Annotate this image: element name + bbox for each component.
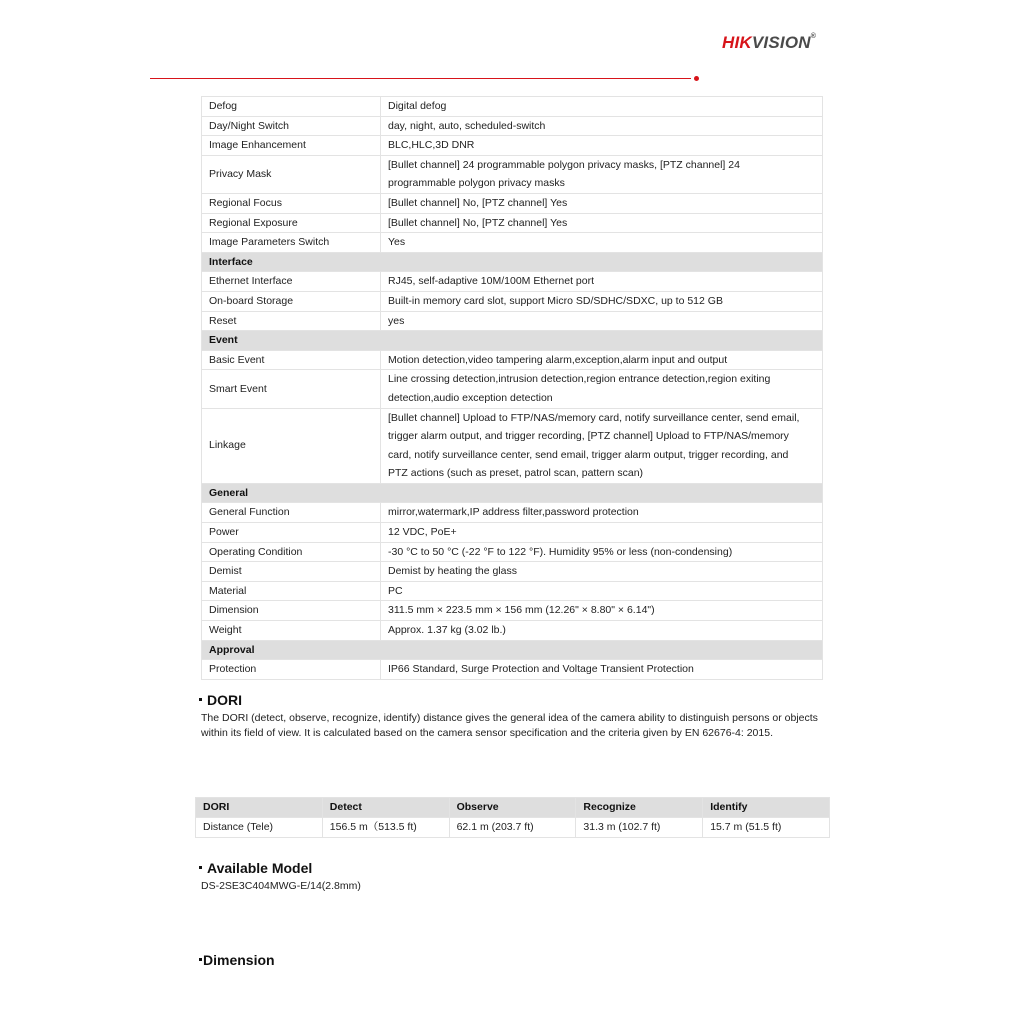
spec-section-label: General xyxy=(202,483,823,503)
spec-value: Built-in memory card slot, support Micro SD/SDHC/SDXC, up to 512 GB xyxy=(381,291,823,311)
spec-key: Dimension xyxy=(202,601,381,621)
spec-value: IP66 Standard, Surge Protection and Voltage Transient Protection xyxy=(381,660,823,680)
spec-row xyxy=(202,523,823,543)
spec-row xyxy=(202,562,823,582)
spec-row xyxy=(202,193,823,213)
spec-row xyxy=(202,581,823,601)
spec-value: [Bullet channel] Upload to FTP/NAS/memory card, notify surveillance center, send email, trigger alarm output, and trigger recording, [PTZ channel] Upload to FTP/NAS/memory card, notify surveillance center, send email, trigger alarm output, trigger recording, and PTZ actions (such as preset, patrol scan, pattern scan) xyxy=(381,408,823,483)
spec-value: BLC,HLC,3D DNR xyxy=(381,136,823,156)
spec-row xyxy=(202,213,823,233)
spec-row xyxy=(202,116,823,136)
dori-header-row xyxy=(196,798,830,818)
spec-value: [Bullet channel] No, [PTZ channel] Yes xyxy=(381,213,823,233)
spec-value: yes xyxy=(381,311,823,331)
spec-section-header xyxy=(202,640,823,660)
spec-value: Line crossing detection,intrusion detection,region entrance detection,region exiting detection,audio exception detection xyxy=(381,370,823,408)
spec-section-header xyxy=(202,252,823,272)
spec-row xyxy=(202,660,823,680)
spec-row xyxy=(202,291,823,311)
spec-row xyxy=(202,408,823,483)
spec-value: Digital defog xyxy=(381,97,823,117)
header-divider xyxy=(150,78,691,79)
spec-key: Basic Event xyxy=(202,350,381,370)
spec-key: On-board Storage xyxy=(202,291,381,311)
spec-value: mirror,watermark,IP address filter,password protection xyxy=(381,503,823,523)
spec-row xyxy=(202,542,823,562)
dori-cell: 62.1 m (203.7 ft) xyxy=(449,818,576,838)
spec-key: Ethernet Interface xyxy=(202,272,381,292)
spec-row xyxy=(202,233,823,253)
spec-section-label: Approval xyxy=(202,640,823,660)
spec-key: Day/Night Switch xyxy=(202,116,381,136)
spec-key: Image Parameters Switch xyxy=(202,233,381,253)
spec-key: Weight xyxy=(202,621,381,641)
spec-value: Yes xyxy=(381,233,823,253)
spec-value: Motion detection,video tampering alarm,exception,alarm input and output xyxy=(381,350,823,370)
spec-key: Smart Event xyxy=(202,370,381,408)
spec-section-label: Event xyxy=(202,331,823,351)
spec-table xyxy=(201,96,823,680)
spec-key: General Function xyxy=(202,503,381,523)
spec-row xyxy=(202,370,823,408)
spec-key: Linkage xyxy=(202,408,381,483)
spec-value: [Bullet channel] No, [PTZ channel] Yes xyxy=(381,193,823,213)
spec-section-header xyxy=(202,331,823,351)
bullet-icon xyxy=(199,698,202,701)
spec-row xyxy=(202,350,823,370)
spec-key: Protection xyxy=(202,660,381,680)
dori-row xyxy=(196,818,830,838)
dori-header-cell: Observe xyxy=(449,798,576,818)
spec-value: Approx. 1.37 kg (3.02 lb.) xyxy=(381,621,823,641)
spec-key: Operating Condition xyxy=(202,542,381,562)
spec-key: Regional Exposure xyxy=(202,213,381,233)
spec-value: -30 °C to 50 °C (-22 °F to 122 °F). Humidity 95% or less (non-condensing) xyxy=(381,542,823,562)
spec-row xyxy=(202,601,823,621)
spec-section-label: Interface xyxy=(202,252,823,272)
bullet-icon xyxy=(199,866,202,869)
dori-cell: Distance (Tele) xyxy=(196,818,323,838)
dori-cell: 31.3 m (102.7 ft) xyxy=(576,818,703,838)
spec-key: Power xyxy=(202,523,381,543)
header-divider-dot xyxy=(694,76,699,81)
dori-table xyxy=(195,797,830,838)
spec-row xyxy=(202,503,823,523)
spec-value: RJ45, self-adaptive 10M/100M Ethernet port xyxy=(381,272,823,292)
spec-row xyxy=(202,621,823,641)
spec-row xyxy=(202,136,823,156)
dori-header-cell: Identify xyxy=(703,798,830,818)
dori-header-cell: Recognize xyxy=(576,798,703,818)
spec-row xyxy=(202,311,823,331)
dori-description: The DORI (detect, observe, recognize, identify) distance gives the general idea of the camera ability to distinguish persons or objects within its field of view. It is calculated based on the camera sensor specification and the criteria given by EN 62676-4: 2015. xyxy=(201,712,818,740)
spec-key: Demist xyxy=(202,562,381,582)
model-number: DS-2SE3C404MWG-E/14(2.8mm) xyxy=(201,880,361,892)
dori-heading: DORI xyxy=(199,692,242,708)
spec-key: Material xyxy=(202,581,381,601)
spec-key: Regional Focus xyxy=(202,193,381,213)
spec-row xyxy=(202,155,823,193)
spec-key: Image Enhancement xyxy=(202,136,381,156)
dori-header-cell: DORI xyxy=(196,798,323,818)
spec-row xyxy=(202,272,823,292)
spec-value: PC xyxy=(381,581,823,601)
spec-value: 311.5 mm × 223.5 mm × 156 mm (12.26" × 8.80" × 6.14") xyxy=(381,601,823,621)
bullet-icon xyxy=(199,958,202,961)
spec-key: Defog xyxy=(202,97,381,117)
hikvision-logo: HIKVISION® xyxy=(722,33,817,52)
spec-row xyxy=(202,97,823,117)
spec-value: Demist by heating the glass xyxy=(381,562,823,582)
spec-value: day, night, auto, scheduled-switch xyxy=(381,116,823,136)
dori-cell: 156.5 m（513.5 ft) xyxy=(322,818,449,838)
available-model-heading: Available Model xyxy=(199,860,312,876)
spec-value: 12 VDC, PoE+ xyxy=(381,523,823,543)
spec-key: Privacy Mask xyxy=(202,155,381,193)
dimension-heading: Dimension xyxy=(199,952,275,968)
spec-value: [Bullet channel] 24 programmable polygon privacy masks, [PTZ channel] 24 programmable polygon privacy masks xyxy=(381,155,823,193)
dori-header-cell: Detect xyxy=(322,798,449,818)
dori-cell: 15.7 m (51.5 ft) xyxy=(703,818,830,838)
spec-section-header xyxy=(202,483,823,503)
spec-key: Reset xyxy=(202,311,381,331)
